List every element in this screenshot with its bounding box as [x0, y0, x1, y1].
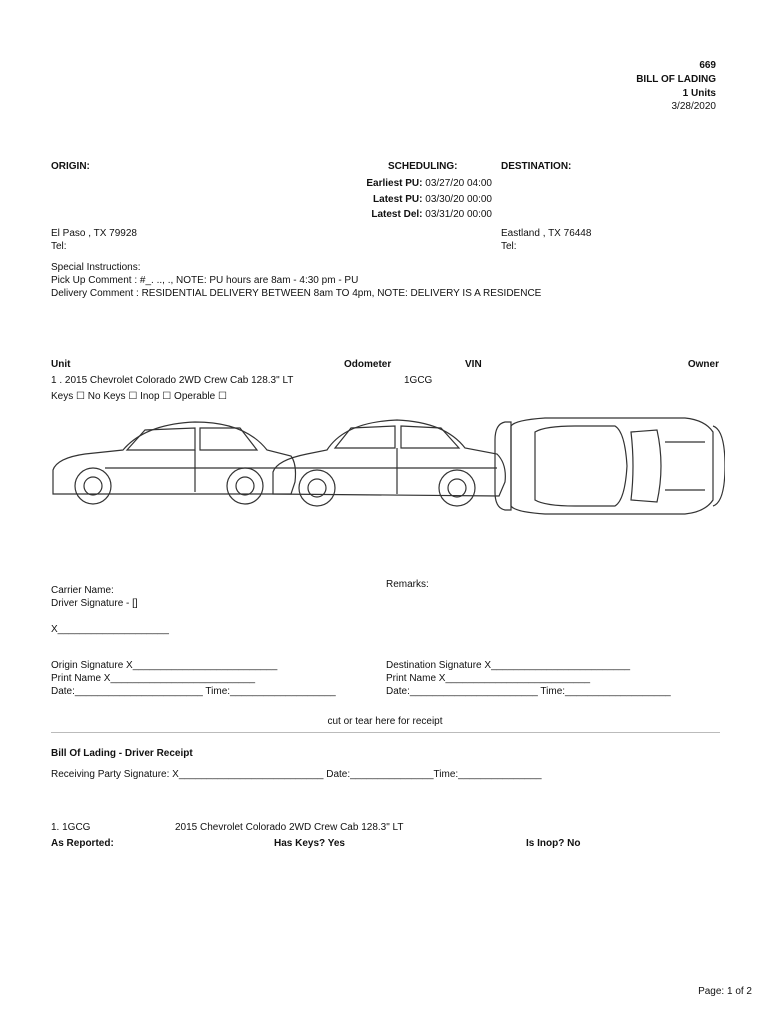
- latest-pu-value: 03/30/20 00:00: [425, 194, 492, 205]
- special-instructions-title: Special Instructions:: [51, 262, 141, 273]
- latest-pu-label: Latest PU:: [373, 194, 423, 205]
- unit-description: 1 . 2015 Chevrolet Colorado 2WD Crew Cab 128.3" LT: [51, 375, 294, 386]
- pickup-comment: Pick Up Comment : #_. .., ., NOTE: PU hours are 8am - 4:30 pm - PU: [51, 275, 359, 286]
- remarks-label: Remarks:: [386, 579, 429, 590]
- load-number: 669: [699, 60, 716, 71]
- document-title: BILL OF LADING: [636, 74, 716, 85]
- receipt-title: Bill Of Lading - Driver Receipt: [51, 748, 193, 759]
- destination-tel: Tel:: [501, 241, 517, 252]
- driver-signature-label: Driver Signature - []: [51, 598, 138, 609]
- as-reported-label: As Reported:: [51, 838, 114, 849]
- origin-print-name-line[interactable]: Print Name X__________________________: [51, 673, 256, 684]
- unit-header: Unit: [51, 359, 71, 370]
- origin-address: [51, 227, 137, 253]
- origin-tel: Tel:: [51, 241, 67, 252]
- vin-header: VIN: [465, 359, 482, 370]
- latest-del-value: 03/31/20 00:00: [425, 209, 492, 220]
- origin-signature-line[interactable]: Origin Signature X__________________________: [51, 660, 278, 671]
- destination-label: DESTINATION:: [501, 161, 572, 172]
- cut-here-text: cut or tear here for receipt: [327, 716, 443, 727]
- destination-signature-block: [386, 659, 671, 698]
- destination-address: [501, 227, 591, 253]
- origin-label: ORIGIN:: [51, 161, 90, 172]
- receiving-party-signature[interactable]: Receiving Party Signature: X__________________________ Date:_______________Time:_______________: [51, 769, 542, 780]
- receipt-unit-id: 1. 1GCG: [51, 822, 91, 833]
- earliest-pu: [366, 178, 492, 189]
- earliest-pu-label: Earliest PU:: [366, 178, 423, 189]
- origin-date-time-line[interactable]: Date:_______________________ Time:___________________: [51, 686, 336, 697]
- destination-date-time-line[interactable]: Date:_______________________ Time:___________________: [386, 686, 671, 697]
- document-date: 3/28/2020: [671, 101, 716, 112]
- units-count: 1 Units: [682, 88, 716, 99]
- receipt-unit-description: 2015 Chevrolet Colorado 2WD Crew Cab 128.3" LT: [175, 822, 404, 833]
- scheduling-label: SCHEDULING:: [388, 161, 458, 172]
- owner-header: Owner: [687, 359, 719, 370]
- origin-signature-block: [51, 659, 336, 698]
- earliest-pu-value: 03/27/20 04:00: [425, 178, 492, 189]
- driver-signature-line[interactable]: X____________________: [51, 624, 169, 635]
- destination-print-name-line[interactable]: Print Name X__________________________: [386, 673, 591, 684]
- unit-vin: 1GCG: [404, 375, 433, 386]
- destination-city: Eastland , TX 76448: [501, 228, 592, 239]
- is-inop-status: Is Inop? No: [526, 838, 581, 849]
- vehicle-diagram-icon: [45, 412, 725, 520]
- has-keys-status: Has Keys? Yes: [274, 838, 345, 849]
- latest-del-label: Latest Del:: [371, 209, 423, 220]
- page-number: Page: 1 of 2: [698, 986, 752, 997]
- latest-pu: [373, 194, 492, 205]
- destination-signature-line[interactable]: Destination Signature X_________________________: [386, 660, 631, 671]
- carrier-block: [51, 584, 138, 610]
- origin-city: El Paso , TX 79928: [51, 228, 137, 239]
- odometer-header: Odometer: [344, 359, 392, 370]
- cut-divider: [51, 732, 720, 733]
- delivery-comment: Delivery Comment : RESIDENTIAL DELIVERY BETWEEN 8am TO 4pm, NOTE: DELIVERY IS A RESIDENCE: [51, 288, 542, 299]
- carrier-name-label: Carrier Name:: [51, 585, 114, 596]
- latest-del: [371, 209, 492, 220]
- keys-checklist: Keys ☐ No Keys ☐ Inop ☐ Operable ☐: [51, 391, 227, 402]
- special-instructions: [51, 261, 541, 300]
